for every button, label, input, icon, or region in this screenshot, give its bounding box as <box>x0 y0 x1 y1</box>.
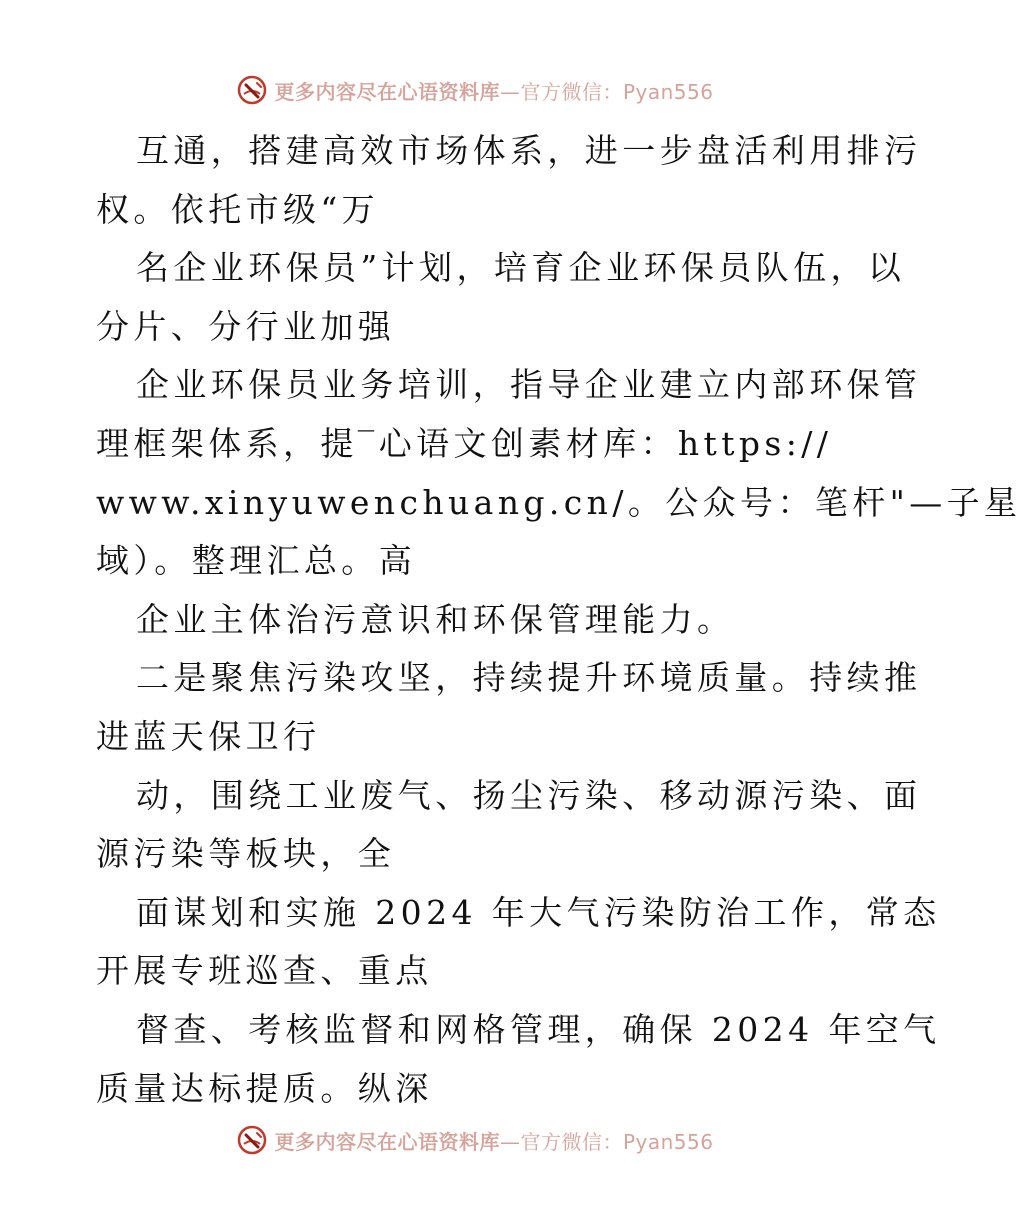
text-line: 源污染等板块，全 <box>96 834 396 874</box>
text-line: 互通，搭建高效市场体系，进一步盘活利用排污 <box>136 131 922 170</box>
watermark-text <box>274 76 713 105</box>
text-line: 二是聚焦污染攻坚，持续提升环境质量。持续推 <box>136 658 922 698</box>
text-line: 督查、考核监督和网格管理，确保 2024 年空气 <box>136 1009 941 1049</box>
header-watermark <box>0 70 950 110</box>
text-line: 域）。整理汇总。高 <box>96 541 417 581</box>
footer-watermark <box>0 1120 950 1160</box>
text-line: 权。依托市级“万 <box>96 189 380 229</box>
text-line: 理框架体系，提‾心语文创素材库：https:// <box>96 423 833 463</box>
watermark-text <box>274 1126 713 1155</box>
document-body <box>96 122 1021 1118</box>
book-pen-logo-icon <box>236 1124 268 1156</box>
text-line: www.xinyuwenchuang.cn/。公众号：笔杆"—子星 <box>96 482 1021 522</box>
text-line: 面谋划和实施 2024 年大气污染防治工作，常态 <box>136 892 941 932</box>
watermark-main-text: 更多内容尽在心语资料库 <box>274 79 500 104</box>
text-line: 质量达标提质。纵深 <box>96 1068 433 1108</box>
text-line: 开展专班巡查、重点 <box>96 951 433 991</box>
watermark-wechat-text: —官方微信：Pyan556 <box>499 1129 714 1154</box>
text-line: 分片、分行业加强 <box>96 306 396 346</box>
text-line: 名企业环保员”计划，培育企业环保员队伍，以 <box>136 248 906 288</box>
text-line: 进蓝天保卫行 <box>96 716 321 756</box>
book-pen-logo-icon <box>236 74 268 106</box>
text-line: 企业环保员业务培训，指导企业建立内部环保管 <box>136 365 922 405</box>
text-line: 动，围绕工业废气、扬尘污染、移动源污染、面 <box>136 775 922 815</box>
text-line: 企业主体治污意识和环保管理能力。 <box>136 599 735 639</box>
watermark-main-text: 更多内容尽在心语资料库 <box>274 1129 500 1154</box>
watermark-wechat-text: —官方微信：Pyan556 <box>499 79 714 104</box>
